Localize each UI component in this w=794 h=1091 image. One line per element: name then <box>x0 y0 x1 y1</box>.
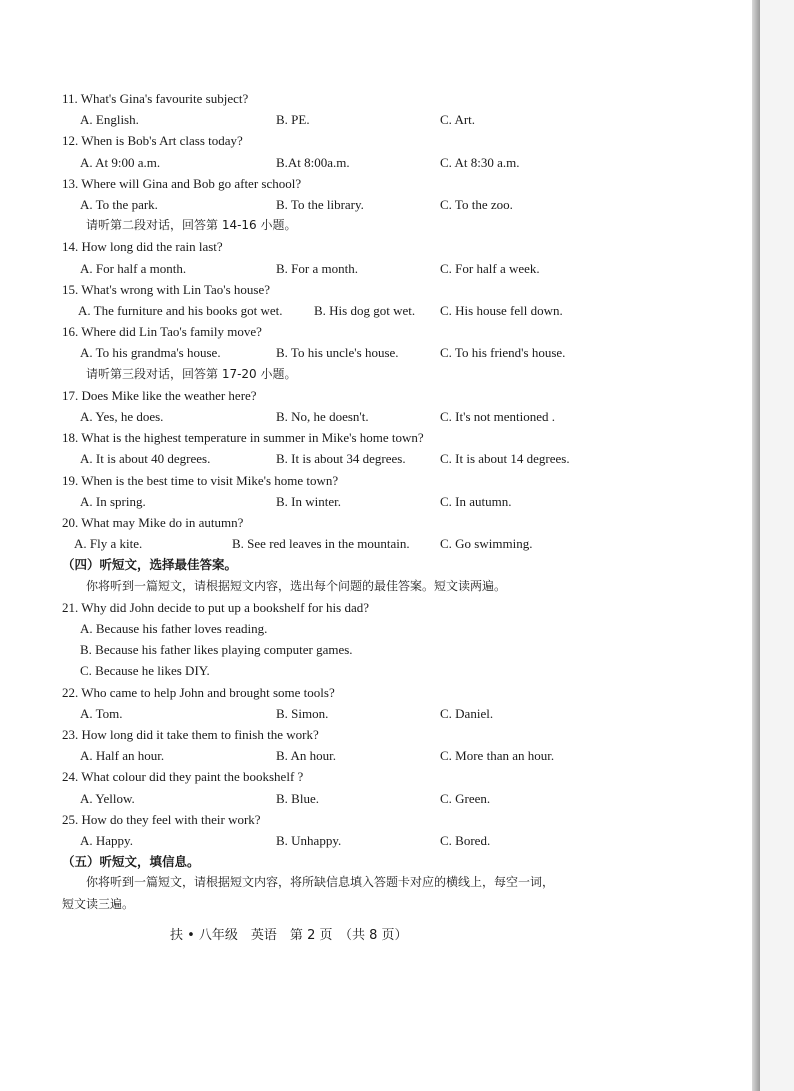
question-16 <box>62 321 622 363</box>
question-text: 19. When is the best time to visit Mike's home town? <box>62 472 339 488</box>
option-c: C. For half a week. <box>440 260 540 276</box>
question-20 <box>62 512 622 554</box>
option-b: B. It is about 34 degrees. <box>276 451 406 467</box>
question-text: 21. Why did John decide to put up a bookshelf for his dad? <box>62 599 370 615</box>
question-25 <box>62 809 622 851</box>
option-c: C. Bored. <box>440 832 491 848</box>
question-15 <box>62 279 622 321</box>
option-b: B.At 8:00a.m. <box>276 154 350 170</box>
option-c: C. Because he likes DIY. <box>80 663 210 679</box>
option-a: A. In spring. <box>80 493 146 509</box>
option-a: A. At 9:00 a.m. <box>80 154 161 170</box>
options <box>62 830 622 851</box>
option-b: B. Unhappy. <box>276 832 342 848</box>
question-23 <box>62 724 622 766</box>
question-text: 14. How long did the rain last? <box>62 239 223 255</box>
section-4-title: （四）听短文，选择最佳答案。 <box>62 557 238 573</box>
option-a: A. Yellow. <box>80 790 135 806</box>
options <box>62 342 622 363</box>
question-text: 11. What's Gina's favourite subject? <box>62 91 249 106</box>
options <box>62 788 622 809</box>
question-18 <box>62 427 622 469</box>
question-11 <box>62 88 622 130</box>
option-c: C. More than an hour. <box>440 748 555 764</box>
question-12 <box>62 130 622 172</box>
option-a: A. Because his father loves reading. <box>80 620 268 636</box>
option-b: B. PE. <box>276 112 310 128</box>
question-24 <box>62 766 622 808</box>
option-b: B. Simon. <box>276 705 329 721</box>
option-c: C. It's not mentioned . <box>440 408 556 424</box>
question-list <box>62 88 622 915</box>
question-text: 15. What's wrong with Lin Tao's house? <box>62 281 271 297</box>
options <box>62 703 622 724</box>
option-a: A. Tom. <box>80 705 123 721</box>
option-a: A. Fly a kite. <box>74 536 143 552</box>
options <box>62 448 622 469</box>
options <box>62 109 622 130</box>
instruction-17-20: 请听第三段对话，回答第 17-20 小题。 <box>86 366 297 381</box>
question-text: 20. What may Mike do in autumn? <box>62 514 244 530</box>
option-b: B. In winter. <box>276 493 341 509</box>
option-a: A. To his grandma's house. <box>80 345 221 361</box>
option-b: B. Blue. <box>276 790 319 806</box>
question-text: 23. How long did it take them to finish the work? <box>62 726 319 742</box>
option-c: C. His house fell down. <box>440 302 563 318</box>
question-text: 24. What colour did they paint the bookshelf ? <box>62 769 304 785</box>
option-b: B. No, he doesn't. <box>276 408 369 424</box>
option-a: A. Half an hour. <box>80 748 165 764</box>
section-5-title: （五）听短文，填信息。 <box>62 854 200 870</box>
option-a: A. Happy. <box>80 832 133 848</box>
option-b: B. An hour. <box>276 748 336 764</box>
option-a: A. The furniture and his books got wet. <box>78 302 283 318</box>
page-edge-shadow <box>752 0 760 1091</box>
option-c: C. Green. <box>440 790 491 806</box>
option-a: A. Yes, he does. <box>80 408 164 424</box>
option-c: C. It is about 14 degrees. <box>440 451 570 467</box>
options <box>62 300 622 321</box>
option-c: C. In autumn. <box>440 493 512 509</box>
option-a: A. It is about 40 degrees. <box>80 451 211 467</box>
option-b: B. His dog got wet. <box>314 302 416 318</box>
section-5-instruction-line1: 你将听到一篇短文，请根据短文内容，将所缺信息填入答题卡对应的横线上，每空一词， <box>86 875 555 890</box>
question-17 <box>62 385 622 427</box>
option-b: B. To the library. <box>276 196 364 212</box>
question-text: 22. Who came to help John and brought some tools? <box>62 684 335 700</box>
question-14 <box>62 236 622 278</box>
question-text: 25. How do they feel with their work? <box>62 811 261 827</box>
question-text: 16. Where did Lin Tao's family move? <box>62 324 262 340</box>
options <box>62 194 622 215</box>
question-22 <box>62 682 622 724</box>
question-text: 18. What is the highest temperature in summer in Mike's home town? <box>62 430 424 446</box>
options <box>62 258 622 279</box>
option-c: C. To his friend's house. <box>440 345 566 361</box>
adjacent-page-edge <box>760 0 794 1091</box>
section-4-instruction: 你将听到一篇短文，请根据短文内容，选出每个问题的最佳答案。短文读两遍。 <box>86 578 507 593</box>
question-13 <box>62 173 622 215</box>
option-c: C. Art. <box>440 112 476 128</box>
option-a: A. To the park. <box>80 196 158 212</box>
options <box>62 745 622 766</box>
options <box>62 152 622 173</box>
question-21 <box>62 597 622 682</box>
options <box>62 533 622 554</box>
option-b: B. Because his father likes playing computer games. <box>80 642 353 658</box>
option-b: B. For a month. <box>276 260 358 276</box>
option-a: A. English. <box>80 112 139 128</box>
instruction-14-16: 请听第二段对话，回答第 14-16 小题。 <box>86 218 297 233</box>
page-footer: 扶 • 八年级 英语 第 2 页 （共 8 页） <box>170 928 408 943</box>
options <box>62 406 622 427</box>
option-b: B. See red leaves in the mountain. <box>232 536 410 552</box>
question-19 <box>62 470 622 512</box>
question-text: 13. Where will Gina and Bob go after school? <box>62 175 302 191</box>
question-text: 17. Does Mike like the weather here? <box>62 387 257 403</box>
option-b: B. To his uncle's house. <box>276 345 399 361</box>
options <box>62 491 622 512</box>
option-c: C. At 8:30 a.m. <box>440 154 520 170</box>
option-c: C. Daniel. <box>440 705 494 721</box>
option-c: C. To the zoo. <box>440 196 513 212</box>
option-c: C. Go swimming. <box>440 536 533 552</box>
section-5-instruction-line2: 短文读三遍。 <box>62 896 135 911</box>
question-text: 12. When is Bob's Art class today? <box>62 133 243 149</box>
option-a: A. For half a month. <box>80 260 187 276</box>
